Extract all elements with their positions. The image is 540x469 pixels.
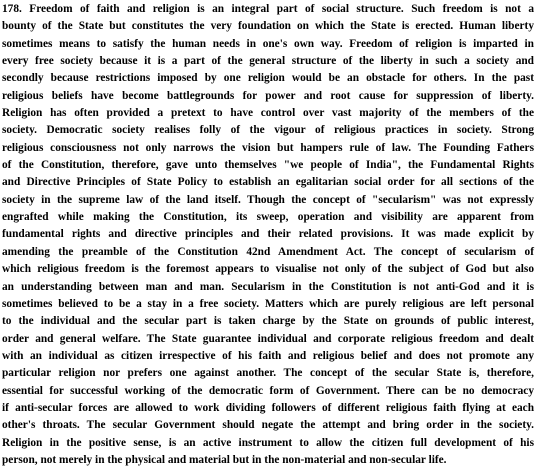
text-line: amending the preamble of the Constitution 42nd Amendment Act. The concept of secularism of <box>2 245 534 258</box>
text-line: every free society because it is a part of the general structure of the liberty in such a society and <box>2 55 534 68</box>
text-line: to the individual and the secular part is taken charge by the State on grounds of public interest, <box>2 315 534 328</box>
text-line: society. Democratic society realises folly of the vigour of religious practices in society. Strong <box>2 124 534 137</box>
text-line: religious consciousness not only narrows the vision but hampers rule of law. The Founding Fathers <box>2 141 534 154</box>
text-line: secondly because restrictions imposed by one religion would be an obstacle for others. In the past <box>2 72 534 85</box>
text-line: bounty of the State but constitutes the very foundation on which the State is erected. Human liberty <box>2 20 534 33</box>
text-line: society in the supreme law of the land itself. Though the concept of "secularism" was not expressly <box>2 193 534 206</box>
text-line: sometimes believed to be a stay in a free society. Matters which are purely religious are left personal <box>2 297 534 310</box>
text-line: essential for successful working of the democratic form of Government. There can be no democracy <box>2 384 534 397</box>
text-line: an understanding between man and man. Secularism in the Constitution is not anti-God and it is <box>2 280 534 293</box>
text-line: Religion has often provided a pretext to have control over vast majority of the members of the <box>2 107 534 120</box>
text-line: 178. Freedom of faith and religion is an integral part of social structure. Such freedom is not a <box>2 3 534 15</box>
text-line: if anti-secular forces are allowed to work dividing followers of different religious faith flying at each <box>2 401 534 414</box>
text-line: Religion in the positive sense, is an active instrument to allow the citizen full development of his <box>2 436 534 449</box>
text-line: person, not merely in the physical and material but in the non-material and non-secular life. <box>2 453 447 466</box>
text-line: with an individual as citizen irrespective of his faith and religious belief and does not promote any <box>2 349 534 362</box>
text-line: which religious freedom is the foremost appears to visualise not only of the subject of God but also <box>2 263 534 276</box>
text-line: order and general welfare. The State guarantee individual and corporate religious freedom and dealt <box>2 332 534 345</box>
text-line: sometimes means to satisfy the human needs in one's own way. Freedom of religion is imparted in <box>2 37 534 50</box>
text-line: of the Constitution, therefore, gave unto themselves "we people of India", the Fundamental Rights <box>2 159 534 172</box>
text-line: religious beliefs have become battlegrounds for power and root cause for suppression of liberty. <box>2 89 534 102</box>
text-line: particular religion nor prefers one against another. The concept of the secular State is, therefore, <box>2 367 534 380</box>
text-line: engrafted while making the Constitution, its sweep, operation and visibility are apparent from <box>2 211 534 224</box>
paragraph-178 <box>2 1 534 469</box>
text-line: and Directive Principles of State Policy to establish an egalitarian social order for all sections of the <box>2 176 534 189</box>
text-line: other's throats. The secular Government should negate the attempt and bring order in the society. <box>2 419 534 432</box>
text-line: fundamental rights and directive principles and their related provisions. It was made explicit by <box>2 228 534 241</box>
